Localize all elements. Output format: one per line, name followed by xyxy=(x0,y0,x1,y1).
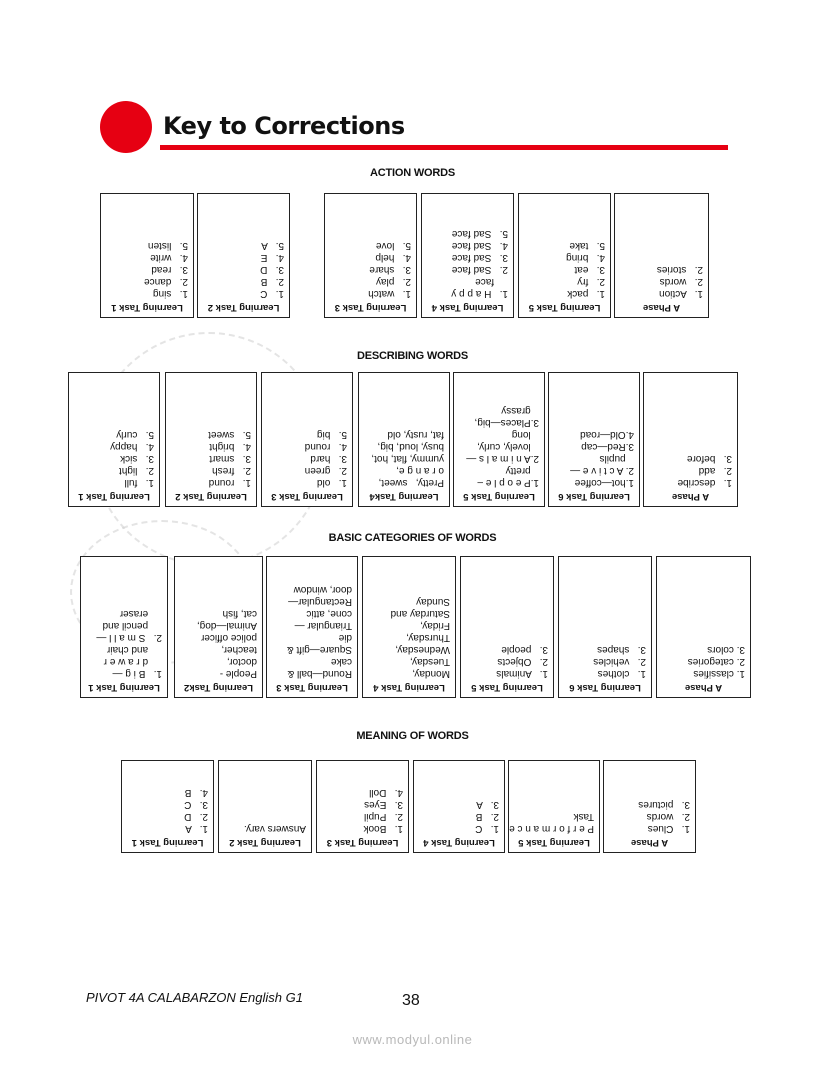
answer-box-content xyxy=(509,761,599,852)
answer-line: Task xyxy=(573,811,594,822)
answer-box-heading: Learning Task 1 xyxy=(131,837,204,848)
answer-box xyxy=(165,372,257,507)
answer-box-content xyxy=(454,373,544,506)
answer-line: 4. B xyxy=(184,787,208,798)
answer-line: and chair xyxy=(106,644,162,655)
answer-box xyxy=(656,556,751,698)
answer-box-heading: Learning Task 2 xyxy=(175,491,247,502)
answer-line: 3. Sad face xyxy=(451,252,508,263)
answer-line: 1.P e o p l e – xyxy=(477,477,539,488)
answer-line: Wednesday, xyxy=(395,644,450,655)
answer-line: o r a n g e, xyxy=(396,465,444,476)
answer-box-content xyxy=(363,557,455,697)
answer-line: 2. light xyxy=(118,465,154,476)
answer-box-heading: Learning Task 5 xyxy=(471,682,543,693)
answer-line: Triangular — xyxy=(294,620,352,631)
answer-line: lovely, curly, xyxy=(477,441,539,452)
answer-line: teacher, xyxy=(221,644,257,655)
answer-box-content xyxy=(198,194,289,317)
answer-line: Saturday and xyxy=(390,608,450,619)
answer-box-content xyxy=(317,761,408,852)
answer-line: 1. Clues xyxy=(647,823,690,834)
answer-line: 3.Red—cap xyxy=(581,441,634,452)
answer-line: 3. eat xyxy=(574,264,605,275)
answer-line: door, window xyxy=(293,584,352,595)
answer-line: face xyxy=(475,276,508,287)
answer-line: Animal—dog, xyxy=(196,620,257,631)
answer-line: 1. old xyxy=(316,477,347,488)
answer-line: Answers vary. xyxy=(243,823,306,834)
answer-line: 2. Sad face xyxy=(451,264,508,275)
answer-line: 4. Doll xyxy=(369,787,403,798)
header-red-dot xyxy=(100,101,152,153)
answer-box xyxy=(460,556,554,698)
answer-box-heading: Learning Task 5 xyxy=(463,491,535,502)
answer-line: 3. pictures xyxy=(638,799,690,810)
answer-line: 4. Sad face xyxy=(451,240,508,251)
answer-line: 3. Eyes xyxy=(364,799,403,810)
answer-box xyxy=(68,372,160,507)
answer-box-heading: Learning Task 5 xyxy=(518,837,590,848)
answer-line: 2. words xyxy=(646,811,690,822)
answer-box-heading: A Phase xyxy=(671,491,710,502)
answer-box xyxy=(261,372,353,507)
answer-line: Pretty, sweet, xyxy=(378,477,444,488)
answer-box xyxy=(218,760,312,853)
answer-line: Monday, xyxy=(412,668,450,679)
answer-box-heading: Learning Task 2 xyxy=(207,302,280,313)
answer-box-heading: Learning Task 1 xyxy=(111,302,183,313)
answer-box-content xyxy=(461,557,553,697)
answer-box-content xyxy=(657,557,750,697)
answer-line: 2. D xyxy=(184,811,208,822)
answer-box-content xyxy=(166,373,256,506)
answer-line: 4. round xyxy=(304,441,347,452)
answer-line: cat, fish xyxy=(222,608,257,619)
answer-box xyxy=(614,193,709,318)
answer-line: 2. fry xyxy=(577,276,605,287)
answer-box-content xyxy=(267,557,357,697)
answer-box-content xyxy=(81,557,167,697)
answer-line: Rectangular— xyxy=(288,596,352,607)
answer-line: grassy xyxy=(501,405,539,416)
answer-line: 3. hard xyxy=(310,453,347,464)
answer-box-content xyxy=(644,373,737,506)
answer-line: 3. read xyxy=(151,264,188,275)
answer-line: cake xyxy=(330,656,352,667)
answer-line: 1. Action xyxy=(659,288,703,299)
answer-line: long xyxy=(511,429,539,440)
answer-line: 2. green xyxy=(304,465,347,476)
answer-line: pencil and xyxy=(102,620,162,631)
answer-line: 4. write xyxy=(150,252,188,263)
answer-line: 2. Pupil xyxy=(364,811,403,822)
answer-line: 1. H a p p y xyxy=(451,288,508,299)
answer-line: 3. smart xyxy=(209,453,251,464)
answer-line: 5. Sad face xyxy=(451,228,508,239)
answer-line: Friday, xyxy=(420,620,450,631)
answer-line: 2. fresh xyxy=(212,465,251,476)
answer-box-heading: Learning Task 3 xyxy=(271,491,343,502)
answer-line: 3. before xyxy=(686,453,732,464)
answer-box-content xyxy=(101,194,193,317)
answer-line: 3. share xyxy=(369,264,411,275)
answer-line: 2.A n i m a l s — xyxy=(466,453,539,464)
answer-line: 1. sing xyxy=(152,288,188,299)
answer-line: 5. A xyxy=(261,240,284,251)
answer-line: 3.Places—big, xyxy=(474,417,539,428)
answer-line: doctor, xyxy=(226,656,257,667)
answer-box xyxy=(100,193,194,318)
answer-line: 5. love xyxy=(375,240,411,251)
answer-line: 2. Objects xyxy=(497,656,548,667)
answer-line: 4.Old—road xyxy=(580,429,634,440)
section-heading: ACTION WORDS xyxy=(370,167,455,179)
answer-line: 5. take xyxy=(569,240,605,251)
answer-line: 1. clothes xyxy=(597,668,646,679)
answer-line: die xyxy=(338,632,352,643)
answer-box-content xyxy=(325,194,416,317)
answer-line: 2. vehicles xyxy=(593,656,646,667)
answer-box-heading: Learning Task 2 xyxy=(229,837,301,848)
answer-box-heading: Learning Task 4 xyxy=(431,302,504,313)
answer-box-heading: Learning Task2 xyxy=(184,682,253,693)
answer-box-heading: Learning Task 1 xyxy=(78,491,150,502)
answer-line: Tuesday, xyxy=(409,656,450,667)
answer-line: fat, rusty, old xyxy=(387,429,444,440)
answer-line: 1. C xyxy=(260,288,284,299)
answer-line: cone, attic xyxy=(306,608,352,619)
answer-box-content xyxy=(519,194,610,317)
answer-box-heading: Learning Task 3 xyxy=(276,682,348,693)
answer-box-content xyxy=(549,373,639,506)
answer-box xyxy=(413,760,505,853)
answer-line: 3. sick xyxy=(120,453,154,464)
answer-box-content xyxy=(414,761,504,852)
answer-line: 1. round xyxy=(208,477,251,488)
answer-box-content xyxy=(175,557,262,697)
answer-box-content xyxy=(219,761,311,852)
answer-line: 5. listen xyxy=(147,240,188,251)
answer-line: 3. people xyxy=(501,644,548,655)
answer-box xyxy=(316,760,409,853)
answer-line: 3. C xyxy=(184,799,208,810)
answer-box xyxy=(508,760,600,853)
title-underline xyxy=(160,145,728,150)
answer-box-content xyxy=(69,373,159,506)
answer-box-heading: A Phase xyxy=(684,682,723,693)
answer-line: Thursday, xyxy=(406,632,450,643)
answer-line: 2. S m a l l — xyxy=(96,632,162,643)
answer-line: 2. B xyxy=(475,811,499,822)
answer-line: 1. classifies xyxy=(693,668,745,679)
answer-box-content xyxy=(262,373,352,506)
footer-source: PIVOT 4A CALABARZON English G1 xyxy=(86,990,303,1005)
answer-line: People - xyxy=(219,668,257,679)
answer-line: 2. play xyxy=(375,276,411,287)
answer-line: 4. E xyxy=(260,252,284,263)
answer-line: P e r f o r m a n c e xyxy=(509,823,594,834)
answer-box xyxy=(358,372,450,507)
answer-box-heading: Learning Task 4 xyxy=(373,682,445,693)
answer-box-content xyxy=(604,761,695,852)
answer-box xyxy=(603,760,696,853)
answer-line: 3. D xyxy=(260,264,284,275)
answer-box xyxy=(121,760,214,853)
answer-line: busy, loud, big, xyxy=(377,441,444,452)
answer-line: 2. add xyxy=(698,465,732,476)
answer-box xyxy=(558,556,652,698)
answer-box-heading: A Phase xyxy=(642,302,681,313)
answer-line: 1. full xyxy=(124,477,154,488)
answer-line: 1. Book xyxy=(363,823,403,834)
page-number: 38 xyxy=(402,992,420,1009)
section-heading: MEANING OF WORDS xyxy=(356,730,469,742)
answer-box-heading: Learning Task4 xyxy=(369,491,439,502)
watermark: www.modyul.online xyxy=(352,1032,473,1047)
answer-line: 1.hot—coffee xyxy=(574,477,634,488)
answer-line: 3. shapes xyxy=(597,644,646,655)
answer-line: 2. stories xyxy=(656,264,703,275)
answer-box xyxy=(197,193,290,318)
answer-box-content xyxy=(559,557,651,697)
answer-line: 2. dance xyxy=(144,276,188,287)
answer-line: 4. bring xyxy=(566,252,605,263)
answer-line: Square—gift & xyxy=(286,644,352,655)
answer-line: 4. happy xyxy=(110,441,154,452)
answer-box-heading: Learning Task 1 xyxy=(88,682,160,693)
answer-box-content xyxy=(615,194,708,317)
answer-line: Round—ball & xyxy=(287,668,352,679)
section-heading: BASIC CATEGORIES OF WORDS xyxy=(328,532,497,544)
answer-line: pretty xyxy=(505,465,539,476)
answer-line: Sunday xyxy=(416,596,450,607)
answer-line: 1. describe xyxy=(677,477,732,488)
answer-line: police officer xyxy=(201,632,257,643)
answer-line: 1. watch xyxy=(368,288,411,299)
answer-box xyxy=(266,556,358,698)
answer-box xyxy=(421,193,514,318)
answer-box-heading: A Phase xyxy=(630,837,669,848)
answer-box-heading: Learning Task 3 xyxy=(334,302,407,313)
answer-line: 2. B xyxy=(260,276,284,287)
answer-line: 5. curly xyxy=(116,429,154,440)
answer-line: 2. categories xyxy=(687,656,745,667)
answer-box-heading: Learning Task 6 xyxy=(569,682,641,693)
answer-box xyxy=(643,372,738,507)
section-heading: DESCRIBING WORDS xyxy=(356,350,469,362)
answer-box-content xyxy=(359,373,449,506)
answer-line: 4. bright xyxy=(209,441,251,452)
answer-line: 2. A c t i v e — xyxy=(570,465,634,476)
answer-line: pupils xyxy=(599,453,634,464)
answer-line: 1. Animals xyxy=(496,668,548,679)
answer-box-content xyxy=(422,194,513,317)
answer-box-content xyxy=(122,761,213,852)
answer-line: 1. pack xyxy=(567,288,605,299)
answer-box-heading: Learning Task 4 xyxy=(423,837,495,848)
answer-line: yummy, flat, hot, xyxy=(371,453,444,464)
answer-box xyxy=(518,193,611,318)
answer-box xyxy=(174,556,263,698)
answer-line: 3. colors xyxy=(707,644,745,655)
answer-line: 2. words xyxy=(659,276,703,287)
answer-line: 1. B i g — xyxy=(112,668,162,679)
answer-box xyxy=(324,193,417,318)
answer-box xyxy=(362,556,456,698)
answer-line: 5. sweet xyxy=(208,429,251,440)
answer-line: 1. C xyxy=(475,823,499,834)
answer-line: 1. A xyxy=(185,823,208,834)
answer-line: 4. help xyxy=(375,252,411,263)
answer-box-heading: Learning Task 3 xyxy=(326,837,399,848)
answer-box-heading: Learning Task 5 xyxy=(528,302,601,313)
page-title: Key to Corrections xyxy=(163,112,405,140)
answer-box xyxy=(453,372,545,507)
answer-line: 3. A xyxy=(476,799,499,810)
answer-line: d r a w e r xyxy=(103,656,162,667)
answer-box xyxy=(80,556,168,698)
answer-box xyxy=(548,372,640,507)
answer-line: 5. big xyxy=(316,429,347,440)
answer-line: eraser xyxy=(119,608,162,619)
answer-box-heading: Learning Task 6 xyxy=(558,491,630,502)
